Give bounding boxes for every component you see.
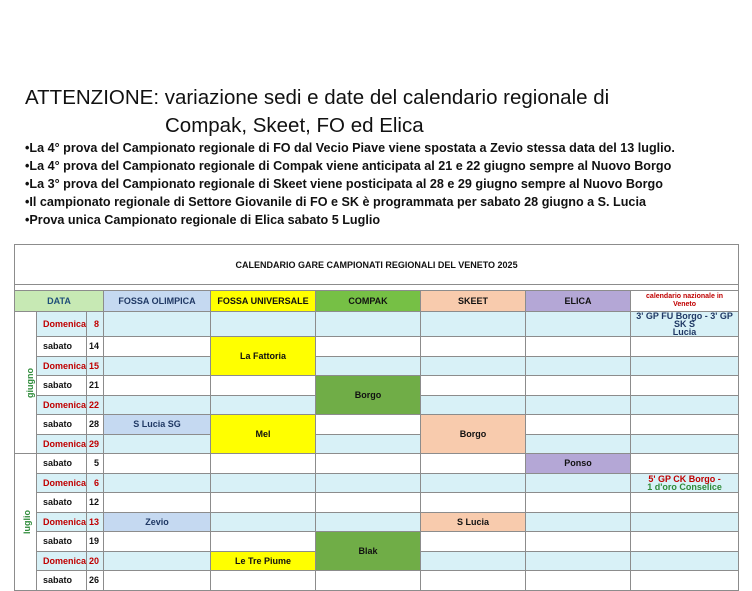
month-label-june: giugno: [15, 312, 37, 454]
day-number: 14: [87, 337, 104, 357]
event-sk-borgo: Borgo: [421, 415, 526, 454]
header-data: DATA: [15, 291, 104, 312]
day-number: 22: [87, 395, 104, 415]
national-event: 5' GP CK Borgo - 1 d'oro Conselice: [631, 473, 739, 493]
day-number: 13: [87, 512, 104, 532]
header-national-line1: calendario nazionale in: [646, 293, 724, 300]
notice-title: [25, 84, 745, 140]
header-national-line2: Veneto: [673, 301, 697, 308]
notice-bullet: •La 4° prova del Campionato regionale di Compak viene anticipata al 21 e 22 giugno sempre al Nuovo Borgo: [25, 159, 672, 173]
day-number: 21: [87, 376, 104, 396]
day-name: Domenica: [37, 312, 87, 337]
day-number: 15: [87, 356, 104, 376]
month-label-july: luglio: [15, 454, 37, 591]
calendar-table: [14, 244, 739, 591]
day-number: 29: [87, 434, 104, 454]
national-event: 3' GP FU Borgo - 3' GP SK S Lucia: [631, 312, 739, 337]
table-row: [15, 571, 739, 591]
notice-bullet: •La 4° prova del Campionato regionale di FO dal Vecio Piave viene spostata a Zevio stessa data del 13 luglio.: [25, 141, 675, 155]
notice-title-line2: Compak, Skeet, FO ed Elica: [165, 114, 424, 137]
table-row: [15, 532, 739, 552]
day-number: 28: [87, 415, 104, 435]
day-number: 12: [87, 493, 104, 513]
day-name: sabato: [37, 571, 87, 591]
table-row: [15, 376, 739, 396]
table-row: [15, 356, 739, 376]
header-fossa-universale: FOSSA UNIVERSALE: [211, 291, 316, 312]
notice-title-line1: ATTENZIONE: variazione sedi e date del calendario regionale di: [25, 86, 610, 109]
day-number: 5: [87, 454, 104, 474]
day-name: sabato: [37, 337, 87, 357]
header-fossa-olimpica: FOSSA OLIMPICA: [104, 291, 211, 312]
day-name: Domenica: [37, 512, 87, 532]
table-row: [15, 512, 739, 532]
header-elica: ELICA: [526, 291, 631, 312]
event-ck-borgo: Borgo: [316, 376, 421, 415]
event-fo-s-lucia-sg: S Lucia SG: [104, 415, 211, 435]
header-compak: COMPAK: [316, 291, 421, 312]
calendar-sheet: [14, 244, 738, 586]
day-name: sabato: [37, 493, 87, 513]
day-number: 20: [87, 551, 104, 571]
table-row: [15, 434, 739, 454]
day-number: 26: [87, 571, 104, 591]
day-name: Domenica: [37, 551, 87, 571]
table-row: [15, 473, 739, 493]
table-row: [15, 493, 739, 513]
day-name: sabato: [37, 532, 87, 552]
day-name: Domenica: [37, 434, 87, 454]
day-number: 6: [87, 473, 104, 493]
day-name: sabato: [37, 376, 87, 396]
calendar-title: CALENDARIO GARE CAMPIONATI REGIONALI DEL VENETO 2025: [15, 245, 739, 285]
header-skeet: SKEET: [421, 291, 526, 312]
day-number: 8: [87, 312, 104, 337]
day-name: Domenica: [37, 395, 87, 415]
table-row: [15, 312, 739, 337]
day-name: sabato: [37, 454, 87, 474]
event-fu-le-tre-piume: Le Tre Piume: [211, 551, 316, 571]
header-national-calendar: [631, 291, 739, 312]
header-row: [15, 291, 739, 312]
event-fu-la-fattoria: La Fattoria: [211, 337, 316, 376]
event-sk-s-lucia: S Lucia: [421, 512, 526, 532]
day-name: Domenica: [37, 356, 87, 376]
event-fo-zevio: Zevio: [104, 512, 211, 532]
notice-bullet: •Prova unica Campionato regionale di Elica sabato 5 Luglio: [25, 213, 381, 227]
day-name: sabato: [37, 415, 87, 435]
day-number: 19: [87, 532, 104, 552]
table-row: [15, 337, 739, 357]
notice-bullet: •La 3° prova del Campionato regionale di Skeet viene posticipata al 28 e 29 giugno sempre al Nuovo Borgo: [25, 177, 663, 191]
notice-bullet: •Il campionato regionale di Settore Giovanile di FO e SK è programmata per sabato 28 giugno a S. Lucia: [25, 195, 646, 209]
event-fu-mel: Mel: [211, 415, 316, 454]
table-row: [15, 415, 739, 435]
event-el-ponso: Ponso: [526, 454, 631, 474]
table-row: [15, 454, 739, 474]
notice-bullets: [25, 139, 675, 229]
event-ck-blak: Blak: [316, 532, 421, 571]
day-name: Domenica: [37, 473, 87, 493]
